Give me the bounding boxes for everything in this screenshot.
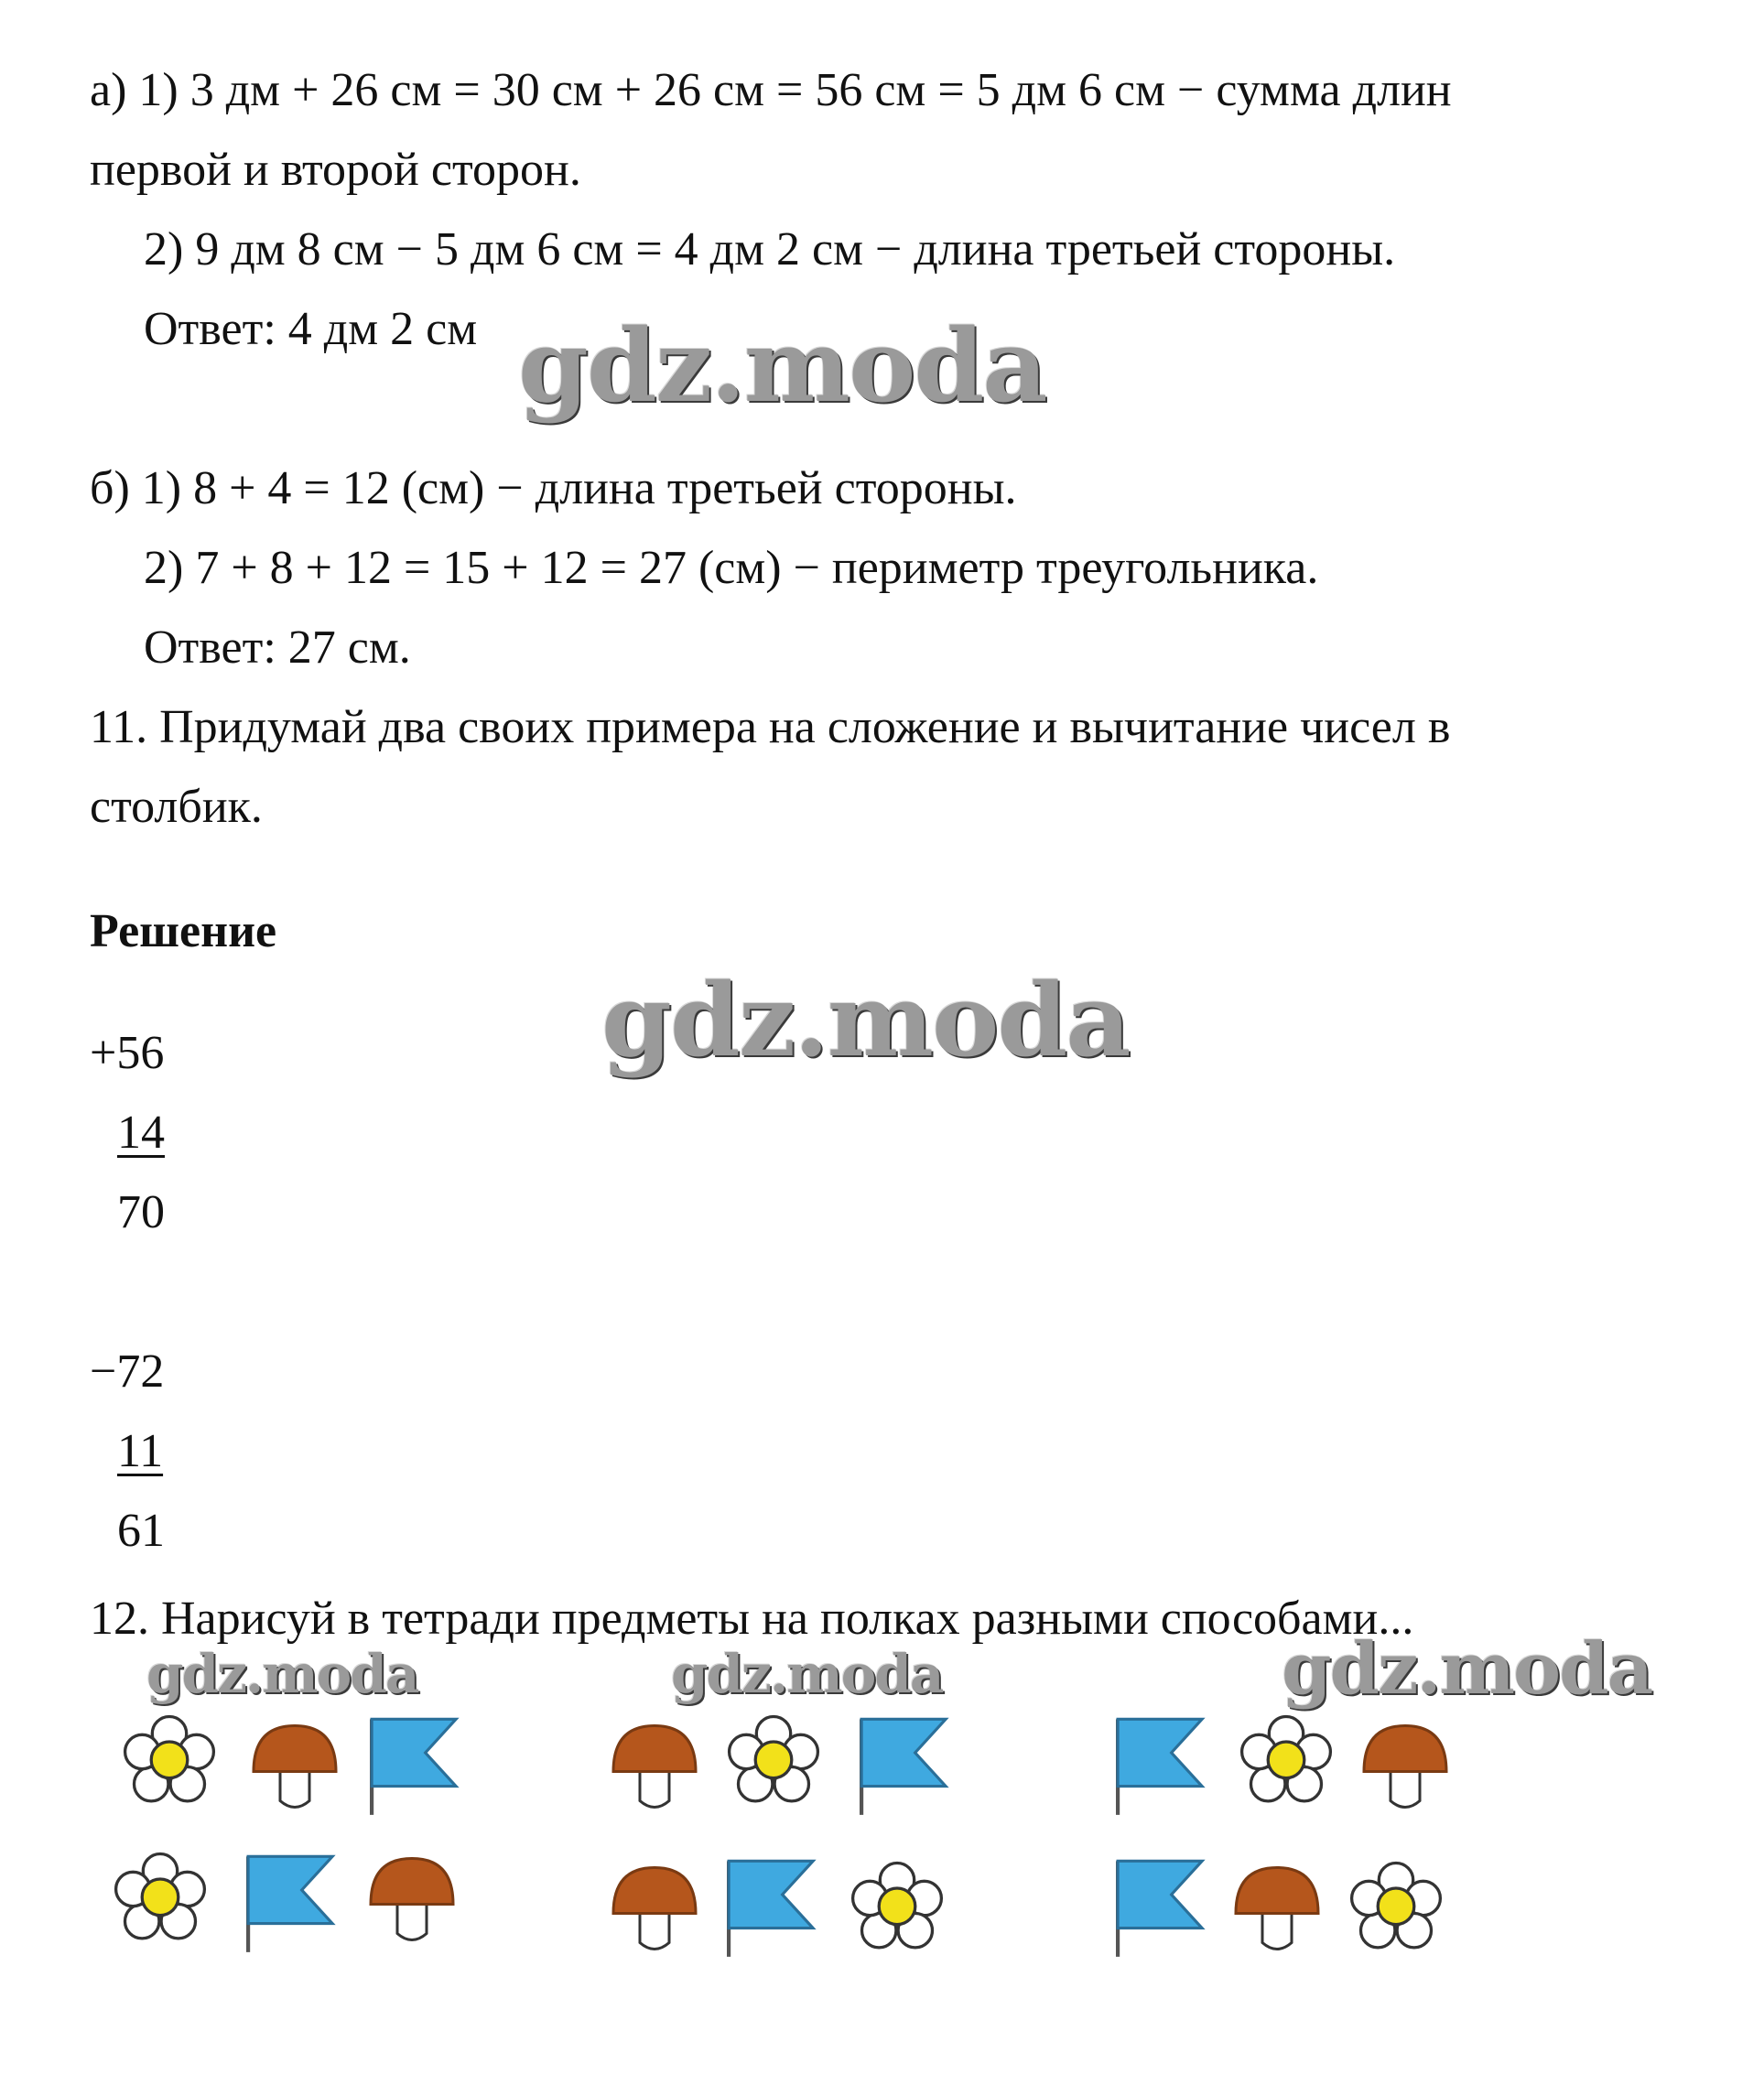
flag-icon <box>1108 1712 1208 1817</box>
flower-icon <box>723 1712 824 1812</box>
solution-heading: Решение <box>90 905 277 957</box>
task-a-answer: Ответ: 4 дм 2 см <box>144 303 478 355</box>
flower-icon <box>110 1849 211 1950</box>
flower-icon <box>1236 1712 1337 1812</box>
watermark: gdz.moda <box>518 307 1046 425</box>
mushroom-icon <box>1359 1716 1451 1817</box>
mushroom-icon <box>366 1849 458 1950</box>
watermark: gdz.moda <box>1282 1627 1652 1711</box>
mushroom-icon <box>609 1716 700 1817</box>
task-a-line-1: а) 1) 3 дм + 26 см = 30 см + 26 см = 56 см = 5 дм 6 см − сумма длин <box>90 64 1452 116</box>
mushroom-icon <box>249 1716 341 1817</box>
task-b-line-2: 2) 7 + 8 + 12 = 15 + 12 = 27 (см) − периметр треугольника. <box>144 542 1319 594</box>
mushroom-icon <box>609 1858 700 1959</box>
flag-icon <box>362 1712 462 1817</box>
addition-top: +56 <box>90 1027 165 1079</box>
flag-icon <box>719 1853 819 1959</box>
flag-icon <box>851 1712 952 1817</box>
flag-icon <box>238 1849 339 1954</box>
mushroom-icon <box>1231 1858 1323 1959</box>
task-11-line-1: 11. Придумай два своих примера на сложение и вычитание чисел в <box>90 701 1451 753</box>
task-a-line-3: 2) 9 дм 8 см − 5 дм 6 см = 4 дм 2 см − длина третьей стороны. <box>144 223 1396 275</box>
watermark: gdz.moda <box>671 1643 943 1705</box>
watermark: gdz.moda <box>601 961 1130 1079</box>
flower-icon <box>119 1712 220 1812</box>
subtraction-second: 11 <box>117 1425 164 1477</box>
flower-icon <box>1346 1858 1446 1959</box>
subtraction-result: 61 <box>117 1505 165 1557</box>
task-12-line-1: 12. Нарисуй в тетради предметы на полках разными способами... <box>90 1593 1414 1645</box>
task-a-line-2: первой и второй сторон. <box>90 144 581 196</box>
subtraction-top: −72 <box>90 1345 165 1398</box>
task-b-line-1: б) 1) 8 + 4 = 12 (см) − длина третьей стороны. <box>90 462 1017 514</box>
flower-icon <box>847 1858 947 1959</box>
addition-result: 70 <box>117 1186 165 1238</box>
addition-second: 14 <box>117 1107 165 1159</box>
flag-icon <box>1108 1853 1208 1959</box>
task-b-answer: Ответ: 27 см. <box>144 621 411 674</box>
task-11-line-2: столбик. <box>90 781 263 833</box>
watermark: gdz.moda <box>146 1643 418 1705</box>
